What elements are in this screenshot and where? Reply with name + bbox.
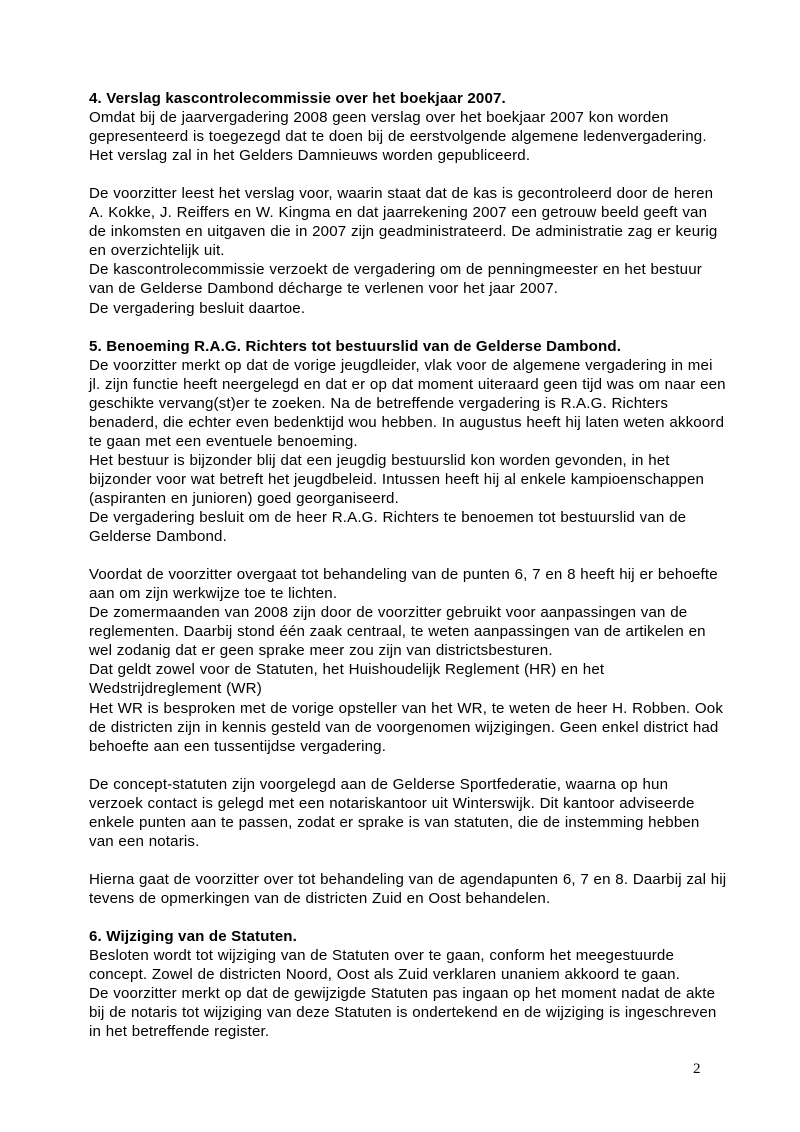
paragraph-spacer <box>89 546 717 565</box>
text-line: Het WR is besproken met de vorige opsteller van het WR, te weten de heer H. Robben. Ook <box>89 699 724 717</box>
text-line: in het betreffende register. <box>89 1023 270 1041</box>
section-5-paragraph-2 <box>89 565 724 755</box>
text-line: Het verslag zal in het Gelders Damnieuws worden gepubliceerd. <box>89 147 531 165</box>
text-line: concept. Zowel de districten Noord, Oost als Zuid verklaren unaniem akkoord te gaan. <box>89 966 681 984</box>
text-line: de inkomsten en uitgaven die in 2007 zijn geadministrateerd. De administratie zag er keurig <box>89 223 718 241</box>
section-5 <box>89 337 727 908</box>
text-line: van de Gelderse Dambond décharge te verlenen voor het jaar 2007. <box>89 280 559 298</box>
text-line: De voorzitter leest het verslag voor, waarin staat dat de kas is gecontroleerd door de heren <box>89 185 714 203</box>
section-5-paragraph-4 <box>89 870 727 908</box>
paragraph-spacer <box>89 756 717 775</box>
section-6 <box>89 927 717 1041</box>
text-line: geschikte vervang(st)er te zoeken. Na de betreffende vergadering is R.A.G. Richters <box>89 394 669 412</box>
text-line: De vergadering besluit om de heer R.A.G. Richters te benoemen tot bestuurslid van de <box>89 509 687 527</box>
text-line: De voorzitter merkt op dat de gewijzigde Statuten pas ingaan op het moment nadat de akte <box>89 985 716 1003</box>
page-number: 2 <box>693 1061 701 1077</box>
text-line: Voordat de voorzitter overgaat tot behandeling van de punten 6, 7 en 8 heeft hij er behoefte <box>89 566 718 584</box>
paragraph-spacer <box>89 165 717 184</box>
text-line: Gelderse Dambond. <box>89 528 227 546</box>
text-line: Hierna gaat de voorzitter over tot behandeling van de agendapunten 6, 7 en 8. Daarbij zal hij <box>89 870 727 888</box>
text-line: (aspiranten en junioren) goed georganiseerd. <box>89 489 399 507</box>
text-line: De zomermaanden van 2008 zijn door de voorzitter gebruikt voor aanpassingen van de <box>89 604 688 622</box>
section-4-paragraph-1 <box>89 108 717 165</box>
text-line: benaderd, die echter even bedenktijd wou hebben. In augustus heeft hij laten weten akkoord <box>89 413 725 431</box>
text-line: gepresenteerd is toegezegd dat te doen bij de eerstvolgende algemene ledenvergadering. <box>89 128 707 146</box>
paragraph-spacer <box>89 851 717 870</box>
section-5-paragraph-3 <box>89 775 717 851</box>
text-line: aan om zijn werkwijze toe te lichten. <box>89 585 338 603</box>
section-4 <box>89 89 717 318</box>
text-line: reglementen. Daarbij stond één zaak centraal, te weten aanpassingen van de artikelen en <box>89 623 706 641</box>
document-body <box>89 89 727 1041</box>
text-line: tevens de opmerkingen van de districten Zuid en Oost behandelen. <box>89 889 551 907</box>
text-line: wel zodanig dat er geen sprake meer zou zijn van districtsbesturen. <box>89 642 553 660</box>
text-line: Wedstrijdreglement (WR) <box>89 680 262 698</box>
section-4-heading: 4. Verslag kascontrolecommissie over het boekjaar 2007. <box>89 90 506 107</box>
text-line: bijzonder voor wat betreft het jeugdbeleid. Intussen heeft hij al enkele kampioenschappen <box>89 470 705 488</box>
text-line: De vergadering besluit daartoe. <box>89 299 306 317</box>
text-line: en overzichtelijk uit. <box>89 242 225 260</box>
text-line: verzoek contact is gelegd met een notariskantoor uit Winterswijk. Dit kantoor adviseerde <box>89 794 695 812</box>
text-line: behoefte aan een tussentijdse vergadering. <box>89 737 387 755</box>
text-line: bij de notaris tot wijziging van deze Statuten is ondertekend en de wijziging is ingeschreven <box>89 1004 717 1022</box>
section-4-paragraph-2 <box>89 184 717 317</box>
section-6-paragraph-1 <box>89 946 717 1041</box>
section-spacer <box>89 908 717 927</box>
text-line: van een notaris. <box>89 832 200 850</box>
section-5-paragraph-1 <box>89 356 726 546</box>
text-line: Omdat bij de jaarvergadering 2008 geen verslag over het boekjaar 2007 kon worden <box>89 109 669 127</box>
section-5-heading: 5. Benoeming R.A.G. Richters tot bestuurslid van de Gelderse Dambond. <box>89 337 622 355</box>
text-line: De kascontrolecommissie verzoekt de vergadering om de penningmeester en het bestuur <box>89 261 702 279</box>
text-line: De voorzitter merkt op dat de vorige jeugdleider, vlak voor de algemene vergadering in mei <box>89 356 713 374</box>
text-line: De concept-statuten zijn voorgelegd aan de Gelderse Sportfederatie, waarna op hun <box>89 775 669 793</box>
text-line: de districten zijn in kennis gesteld van de voorgenomen wijzigingen. Geen enkel district had <box>89 718 719 736</box>
text-line: te gaan met een eventuele benoeming. <box>89 432 358 450</box>
section-spacer <box>89 318 717 337</box>
text-line: Besloten wordt tot wijziging van de Statuten over te gaan, conform het meegestuurde <box>89 947 675 965</box>
text-line: A. Kokke, J. Reiffers en W. Kingma en dat jaarrekening 2007 een getrouw beeld geeft van <box>89 204 708 222</box>
section-6-heading: 6. Wijziging van de Statuten. <box>89 928 298 946</box>
text-line: Dat geldt zowel voor de Statuten, het Huishoudelijk Reglement (HR) en het <box>89 661 605 679</box>
text-line: jl. zijn functie heeft neergelegd en dat er op dat moment uiteraard geen tijd was om naar een <box>89 375 726 393</box>
text-line: enkele punten aan te passen, zodat er sprake is van statuten, die de instemming hebben <box>89 813 700 831</box>
text-line: Het bestuur is bijzonder blij dat een jeugdig bestuurslid kon worden gevonden, in het <box>89 451 670 469</box>
